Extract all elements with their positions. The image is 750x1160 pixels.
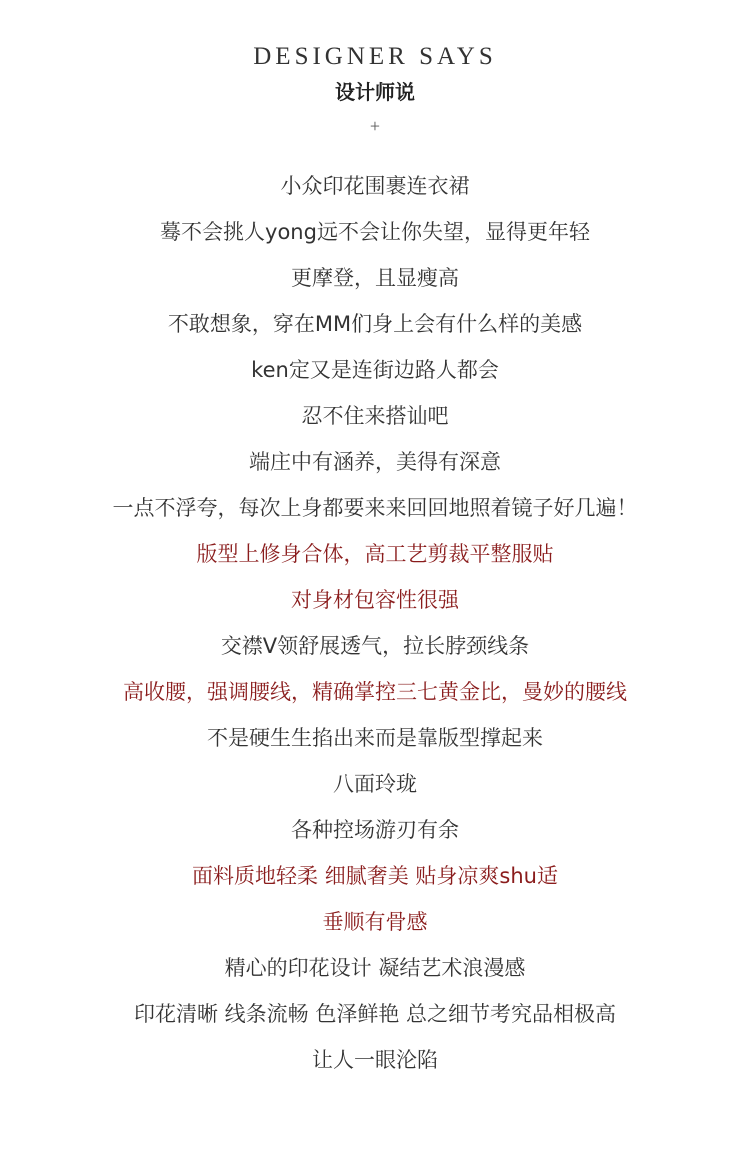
section-title: DESIGNER SAYS <box>253 43 497 70</box>
section-subtitle: 设计师说 <box>335 80 415 104</box>
description-line: 更摩登，且显瘦高 <box>291 266 459 290</box>
description-line: 各种控场游刃有余 <box>291 818 459 842</box>
description-line: 小众印花围裹连衣裙 <box>280 174 470 198</box>
description-line: 版型上修身合体，高工艺剪裁平整服贴 <box>196 542 554 566</box>
description-line: 对身材包容性很强 <box>291 588 459 612</box>
description-line: 面料质地轻柔 细腻奢美 贴身凉爽shu适 <box>192 864 558 888</box>
description-line: 不是硬生生掐出来而是靠版型撑起来 <box>207 726 543 750</box>
description-line: 高收腰，强调腰线，精确掌控三七黄金比，曼妙的腰线 <box>123 680 627 704</box>
description-line: 精心的印花设计 凝结艺术浪漫感 <box>224 956 526 980</box>
description-lines <box>0 163 750 1083</box>
description-line: 让人一眼沦陷 <box>312 1048 438 1072</box>
description-line: 印花清晰 线条流畅 色泽鲜艳 总之细节考究品相极高 <box>133 1002 617 1026</box>
description-line: 端庄中有涵养，美得有深意 <box>249 450 501 474</box>
description-line: 不敢想象，穿在MM们身上会有什么样的美感 <box>167 312 583 336</box>
description-line: 垂顺有骨感 <box>322 910 428 934</box>
description-line: 交襟V领舒展透气，拉长脖颈线条 <box>220 634 530 658</box>
description-line: ken定又是连街边路人都会 <box>251 358 499 382</box>
description-line: 忍不住来搭讪吧 <box>301 404 449 428</box>
description-line: 蓦不会挑人yong远不会让你失望，显得更年轻 <box>160 220 590 244</box>
description-line: 八面玲珑 <box>333 772 417 796</box>
description-line: 一点不浮夸，每次上身都要来来回回地照着镜子好几遍！ <box>112 496 638 520</box>
plus-divider: + <box>369 116 381 136</box>
